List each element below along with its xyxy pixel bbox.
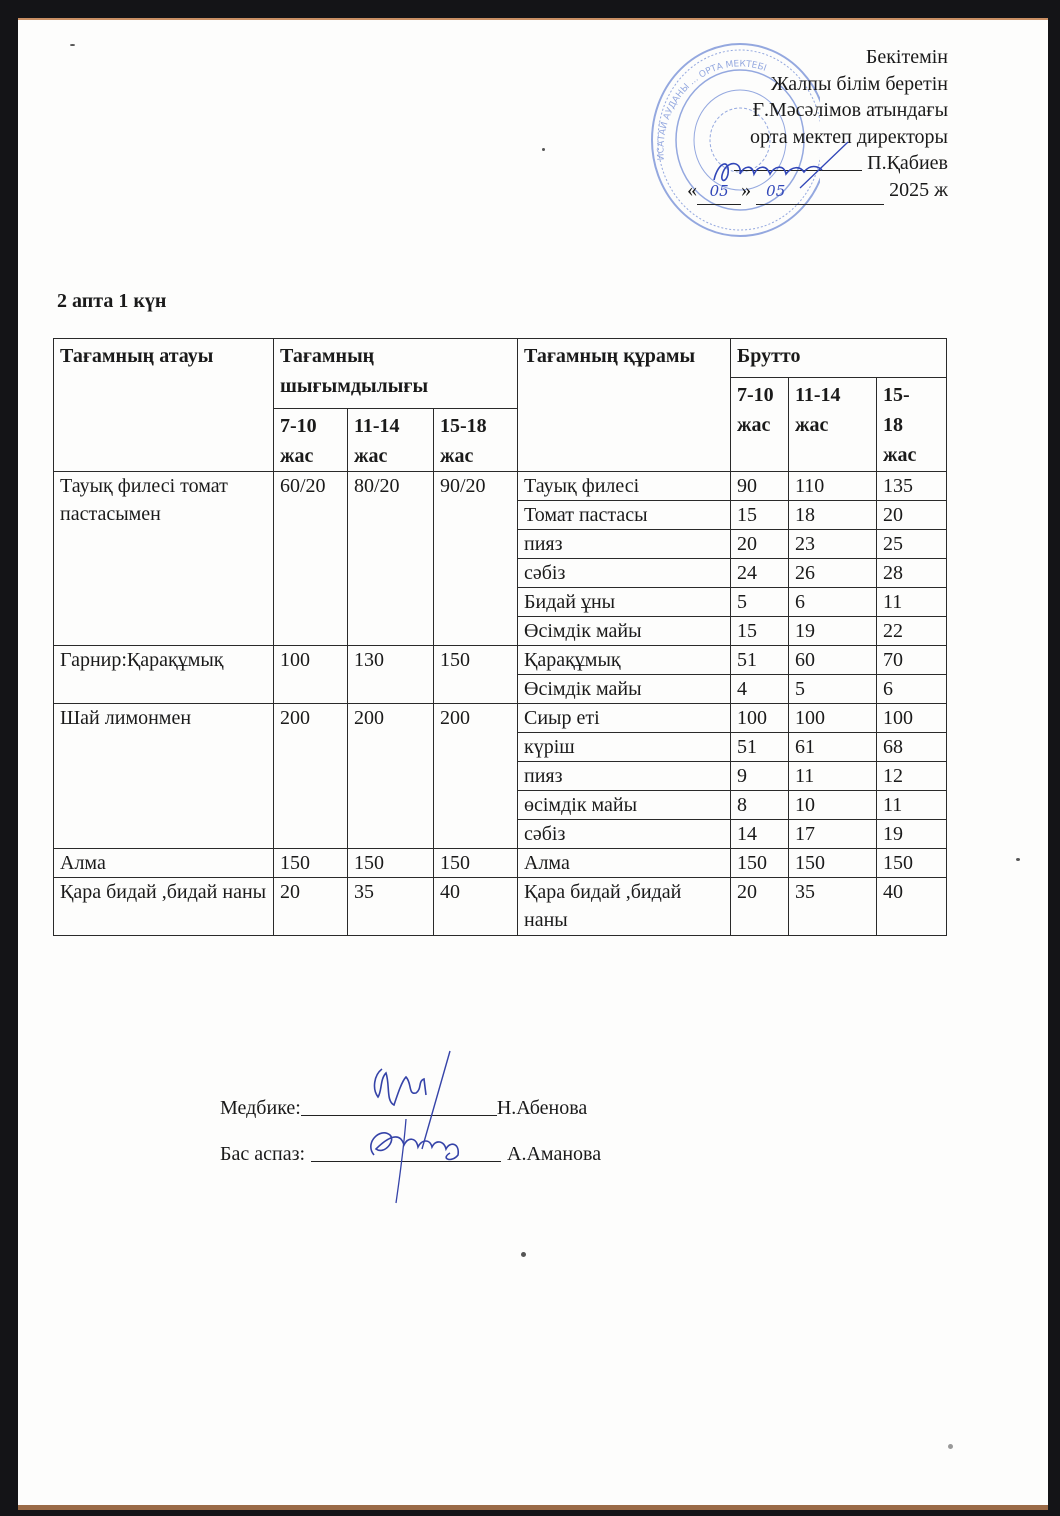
date-close-quote: » xyxy=(741,178,752,201)
brutto-value: 10 xyxy=(789,791,877,820)
header-composition: Тағамның құрамы xyxy=(518,339,731,472)
dish-yield: 150 xyxy=(348,849,434,878)
brutto-value: 5 xyxy=(789,675,877,704)
brutto-value: 15 xyxy=(731,617,789,646)
ingredient-name: Қарақұмық xyxy=(518,646,731,675)
brutto-value: 150 xyxy=(789,849,877,878)
brutto-value: 19 xyxy=(789,617,877,646)
dish-yield: 200 xyxy=(348,704,434,849)
brutto-value: 4 xyxy=(731,675,789,704)
ingredient-name: сәбіз xyxy=(518,559,731,588)
dish-yield: 90/20 xyxy=(434,472,518,646)
brutto-value: 6 xyxy=(877,675,947,704)
brutto-value: 100 xyxy=(731,704,789,733)
brutto-value: 23 xyxy=(789,530,877,559)
brutto-value: 17 xyxy=(789,820,877,849)
brutto-value: 20 xyxy=(877,501,947,530)
chef-label: Бас аспаз: xyxy=(220,1143,306,1165)
ingredient-name: Сиыр еті xyxy=(518,704,731,733)
dish-yield: 35 xyxy=(348,878,434,936)
nurse-label: Медбике: xyxy=(220,1097,301,1119)
scan-speck xyxy=(70,44,75,46)
brutto-value: 19 xyxy=(877,820,947,849)
header-yield-age: 15-18 жас xyxy=(434,409,518,472)
brutto-value: 35 xyxy=(789,878,877,936)
date-day: 05 xyxy=(697,178,741,206)
brutto-value: 8 xyxy=(731,791,789,820)
scan-speck xyxy=(948,1444,953,1449)
brutto-value: 11 xyxy=(877,588,947,617)
dish-yield: 60/20 xyxy=(274,472,348,646)
table-row xyxy=(54,472,947,501)
brutto-value: 11 xyxy=(877,791,947,820)
header-brutto-age: 15-18 жас xyxy=(877,378,947,472)
brutto-value: 6 xyxy=(789,588,877,617)
approval-line: Бекітемін xyxy=(865,46,948,68)
dish-yield: 100 xyxy=(274,646,348,704)
header-dish-name: Тағамның атауы xyxy=(54,339,274,472)
dish-yield: 150 xyxy=(434,646,518,704)
brutto-value: 61 xyxy=(789,733,877,762)
brutto-value: 40 xyxy=(877,878,947,936)
scan-speck xyxy=(542,148,545,151)
ingredient-name: сәбіз xyxy=(518,820,731,849)
brutto-value: 150 xyxy=(877,849,947,878)
dish-yield: 150 xyxy=(434,849,518,878)
dish-yield: 200 xyxy=(434,704,518,849)
ingredient-name: Томат пастасы xyxy=(518,501,731,530)
ingredient-name: Тауық филесі xyxy=(518,472,731,501)
table-row xyxy=(54,704,947,733)
brutto-value: 70 xyxy=(877,646,947,675)
menu-table xyxy=(53,338,947,936)
header-yield-age: 7-10 жас xyxy=(274,409,348,472)
brutto-value: 9 xyxy=(731,762,789,791)
brutto-value: 51 xyxy=(731,733,789,762)
ingredient-name: Өсімдік майы xyxy=(518,675,731,704)
brutto-value: 20 xyxy=(731,530,789,559)
dish-yield: 80/20 xyxy=(348,472,434,646)
header-yield-age: 11-14 жас xyxy=(348,409,434,472)
director-name: П.Қабиев xyxy=(867,152,948,174)
table-row xyxy=(54,849,947,878)
brutto-value: 60 xyxy=(789,646,877,675)
brutto-value: 15 xyxy=(731,501,789,530)
dish-yield: 200 xyxy=(274,704,348,849)
brutto-value: 18 xyxy=(789,501,877,530)
brutto-value: 150 xyxy=(731,849,789,878)
dish-yield: 150 xyxy=(274,849,348,878)
dish-name: Гарнир:Қарақұмық xyxy=(54,646,274,704)
ingredient-name: Қара бидай ,бидай наны xyxy=(518,878,731,936)
ingredient-name: пияз xyxy=(518,762,731,791)
header-brutto: Брутто xyxy=(731,339,947,378)
header-yield: Тағамның шығымдылығы xyxy=(274,339,518,409)
brutto-value: 12 xyxy=(877,762,947,791)
brutto-value: 14 xyxy=(731,820,789,849)
brutto-value: 24 xyxy=(731,559,789,588)
brutto-value: 22 xyxy=(877,617,947,646)
date-open-quote: « xyxy=(687,178,698,201)
ingredient-name: Бидай ұны xyxy=(518,588,731,617)
dish-yield: 40 xyxy=(434,878,518,936)
brutto-value: 28 xyxy=(877,559,947,588)
stamp-text: ИСАТАЙ АУДАНЫ ... ОРТА МЕКТЕБІ xyxy=(656,59,768,161)
header-brutto-age: 11-14 жас xyxy=(789,378,877,472)
nurse-name: Н.Абенова xyxy=(496,1097,588,1119)
dish-name: Қара бидай ,бидай наны xyxy=(54,878,274,936)
ingredient-name: пияз xyxy=(518,530,731,559)
ingredient-name: Алма xyxy=(518,849,731,878)
dish-yield: 20 xyxy=(274,878,348,936)
dish-name: Тауық филесі томат пастасымен xyxy=(54,472,274,646)
ingredient-name: Өсімдік майы xyxy=(518,617,731,646)
brutto-value: 51 xyxy=(731,646,789,675)
header-brutto-age: 7-10 жас xyxy=(731,378,789,472)
dish-name: Шай лимонмен xyxy=(54,704,274,849)
chef-name: А.Аманова xyxy=(507,1143,602,1165)
page-title: 2 апта 1 күн xyxy=(57,290,167,312)
approval-line: орта мектеп директоры xyxy=(749,125,948,148)
brutto-value: 90 xyxy=(731,472,789,501)
brutto-value: 100 xyxy=(789,704,877,733)
table-row xyxy=(54,646,947,675)
ingredient-name: өсімдік майы xyxy=(518,791,731,820)
brutto-value: 25 xyxy=(877,530,947,559)
brutto-value: 135 xyxy=(877,472,947,501)
table-row xyxy=(54,878,947,936)
scan-speck xyxy=(1016,858,1020,861)
ingredient-name: күріш xyxy=(518,733,731,762)
date-month: 05 xyxy=(756,178,884,206)
approval-line: Жалпы білім беретін xyxy=(770,72,948,95)
dish-name: Алма xyxy=(54,849,274,878)
director-signature xyxy=(700,140,850,200)
scan-speck xyxy=(521,1252,526,1257)
dish-yield: 130 xyxy=(348,646,434,704)
brutto-value: 11 xyxy=(789,762,877,791)
date-year: 2025 ж xyxy=(889,178,948,201)
brutto-value: 100 xyxy=(877,704,947,733)
chef-signature xyxy=(360,1115,470,1205)
brutto-value: 110 xyxy=(789,472,877,501)
brutto-value: 5 xyxy=(731,588,789,617)
brutto-value: 68 xyxy=(877,733,947,762)
brutto-value: 26 xyxy=(789,559,877,588)
brutto-value: 20 xyxy=(731,878,789,936)
approval-line: Ғ.Мәсәлімов атындағы xyxy=(752,99,948,121)
